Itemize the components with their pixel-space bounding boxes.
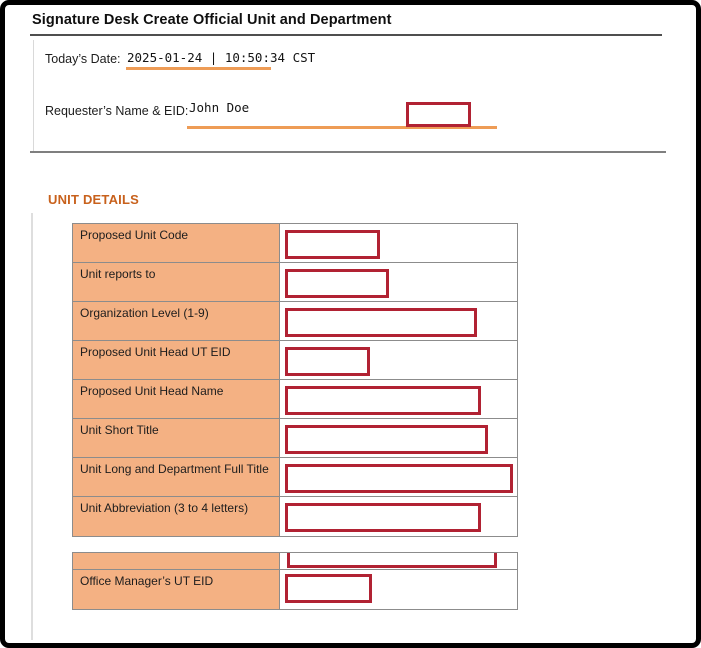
requester-name-value: John Doe	[189, 100, 250, 115]
todays-date-underline	[126, 67, 271, 70]
todays-date-label: Today’s Date:	[45, 52, 121, 66]
field-value-cell	[280, 497, 518, 536]
field-value-cell	[280, 341, 518, 379]
input-proposed-unit-code[interactable]	[285, 230, 380, 259]
page-title: Signature Desk Create Official Unit and Department	[32, 12, 392, 28]
table-row	[73, 419, 517, 458]
input-proposed-unit-head-name[interactable]	[285, 386, 481, 415]
input-unit-long-title[interactable]	[285, 464, 513, 493]
table-row	[73, 570, 517, 609]
field-label-unit-short-title: Unit Short Title	[73, 419, 280, 457]
unit-details-heading: UNIT DETAILS	[48, 192, 139, 207]
field-label-organization-level: Organization Level (1-9)	[73, 302, 280, 340]
field-value-cell	[280, 263, 518, 301]
field-label-proposed-unit-head-ut-eid: Proposed Unit Head UT EID	[73, 341, 280, 379]
table-row	[73, 263, 517, 302]
input-organization-level[interactable]	[285, 308, 477, 337]
field-label-partial	[73, 553, 280, 569]
unit-details-table-continued	[72, 552, 518, 610]
title-divider	[30, 34, 662, 36]
field-label-proposed-unit-head-name: Proposed Unit Head Name	[73, 380, 280, 418]
table-row	[73, 458, 517, 497]
field-value-cell	[280, 458, 518, 496]
input-unit-abbreviation[interactable]	[285, 503, 481, 532]
input-office-manager-ut-eid[interactable]	[285, 574, 372, 603]
header-section-border	[33, 40, 34, 152]
table-row	[73, 341, 517, 380]
input-unit-short-title[interactable]	[285, 425, 488, 454]
header-bottom-divider	[30, 151, 666, 153]
todays-date-value: 2025-01-24 | 10:50:34 CST	[127, 50, 316, 65]
table-row	[73, 497, 517, 536]
table-row	[73, 302, 517, 341]
input-partial[interactable]	[287, 553, 497, 568]
table-row	[73, 380, 517, 419]
field-value-cell	[280, 553, 518, 569]
input-proposed-unit-head-ut-eid[interactable]	[285, 347, 370, 376]
unit-details-table	[72, 223, 518, 537]
requester-eid-input[interactable]	[406, 102, 471, 127]
field-value-cell	[280, 380, 518, 418]
field-value-cell	[280, 302, 518, 340]
field-value-cell	[280, 570, 518, 609]
field-label-unit-long-title: Unit Long and Department Full Title	[73, 458, 280, 496]
field-value-cell	[280, 224, 518, 262]
field-label-unit-abbreviation: Unit Abbreviation (3 to 4 letters)	[73, 497, 280, 536]
field-label-unit-reports-to: Unit reports to	[73, 263, 280, 301]
unit-details-section-border	[31, 213, 33, 640]
requester-name-label: Requester’s Name & EID:	[45, 104, 189, 118]
table-row	[73, 224, 517, 263]
field-label-office-manager-ut-eid: Office Manager’s UT EID	[73, 570, 280, 609]
field-value-cell	[280, 419, 518, 457]
field-label-proposed-unit-code: Proposed Unit Code	[73, 224, 280, 262]
input-unit-reports-to[interactable]	[285, 269, 389, 298]
table-row-partial	[73, 553, 517, 570]
